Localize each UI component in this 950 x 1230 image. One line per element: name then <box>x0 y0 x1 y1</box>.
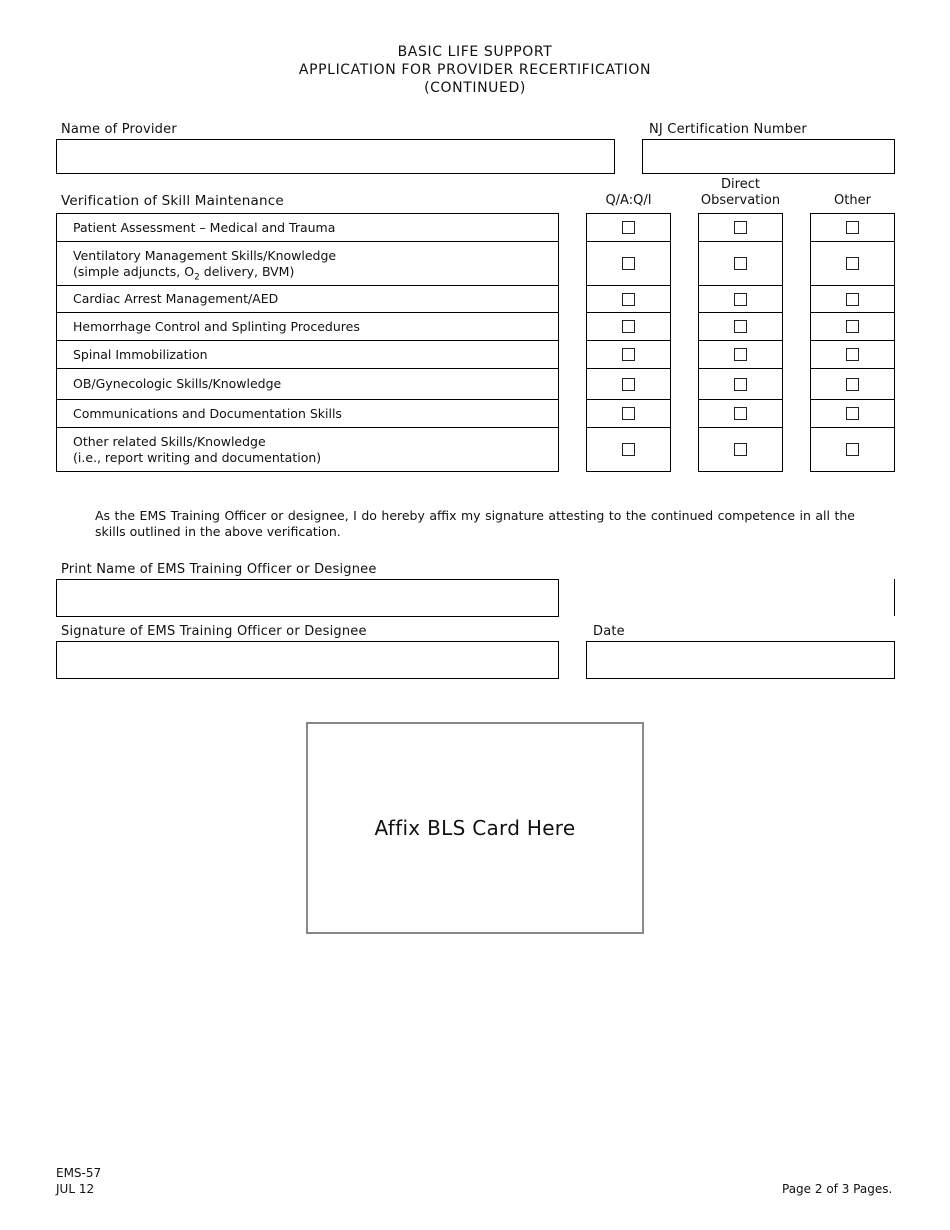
skill-row-other-related <box>56 427 559 472</box>
column-qa-header: Q/A:Q/I <box>605 193 652 208</box>
checkbox-cell-other <box>810 427 895 472</box>
skill-label: Patient Assessment – Medical and Trauma <box>73 219 336 235</box>
skill-label: OB/Gynecologic Skills/Knowledge <box>73 376 282 391</box>
checkbox-cell-direct-observation <box>698 340 783 369</box>
checkbox-direct-observation[interactable] <box>734 221 747 234</box>
print-name-label: Print Name of EMS Training Officer or Designee <box>61 562 377 577</box>
checkbox-direct-observation[interactable] <box>734 443 747 456</box>
checkbox-cell-other <box>810 340 895 369</box>
provider-name-field[interactable] <box>56 139 615 174</box>
checkbox-direct-observation[interactable] <box>734 348 747 361</box>
skill-row-communications <box>56 399 559 428</box>
checkbox-cell-qa <box>586 285 671 313</box>
form-revision: JUL 12 <box>56 1182 95 1196</box>
date-field[interactable] <box>586 641 895 679</box>
checkbox-other[interactable] <box>846 443 859 456</box>
column-other-header: Other <box>834 193 871 208</box>
checkbox-cell-qa <box>586 241 671 286</box>
checkbox-direct-observation[interactable] <box>734 407 747 420</box>
checkbox-cell-qa <box>586 213 671 242</box>
checkbox-cell-qa <box>586 368 671 400</box>
skill-label: Spinal Immobilization <box>73 346 208 362</box>
column-observation-header: Observation <box>700 193 781 208</box>
skill-sublabel: (i.e., report writing and documentation) <box>73 449 322 465</box>
checkbox-cell-direct-observation <box>698 368 783 400</box>
form-continued-note: (CONTINUED) <box>424 80 526 96</box>
checkbox-other[interactable] <box>846 293 859 306</box>
checkbox-cell-direct-observation <box>698 312 783 341</box>
page-number: Page 2 of 3 Pages. <box>782 1182 893 1196</box>
signature-label: Signature of EMS Training Officer or Designee <box>61 624 367 639</box>
checkbox-cell-other <box>810 241 895 286</box>
right-margin-divider <box>894 579 895 616</box>
checkbox-direct-observation[interactable] <box>734 293 747 306</box>
checkbox-cell-qa <box>586 399 671 428</box>
skill-row-ob-gyn <box>56 368 559 400</box>
bls-card-area[interactable] <box>306 722 644 934</box>
checkbox-cell-qa <box>586 340 671 369</box>
attestation-text: As the EMS Training Officer or designee, I do hereby affix my signature attesting to the continued competence in all the skills outlined in the above verification. <box>95 508 855 539</box>
checkbox-qa[interactable] <box>622 378 635 391</box>
checkbox-cell-qa <box>586 312 671 341</box>
checkbox-cell-direct-observation <box>698 427 783 472</box>
checkbox-other[interactable] <box>846 378 859 391</box>
skill-sublabel: (simple adjuncts, $O_2$ delivery, BVM) <box>73 263 295 282</box>
skill-row-cardiac-arrest <box>56 285 559 313</box>
skill-row-patient-assessment <box>56 213 559 242</box>
skill-row-ventilatory <box>56 241 559 286</box>
bls-card-label: Affix BLS Card Here <box>374 816 576 840</box>
checkbox-cell-other <box>810 213 895 242</box>
skill-label: Cardiac Arrest Management/AED <box>73 291 279 306</box>
checkbox-direct-observation[interactable] <box>734 257 747 270</box>
checkbox-cell-direct-observation <box>698 241 783 286</box>
column-direct-header: Direct <box>721 177 760 192</box>
checkbox-qa[interactable] <box>622 257 635 270</box>
checkbox-other[interactable] <box>846 407 859 420</box>
skills-heading: Verification of Skill Maintenance <box>61 193 284 209</box>
checkbox-qa[interactable] <box>622 320 635 333</box>
checkbox-direct-observation[interactable] <box>734 320 747 333</box>
form-id: EMS-57 <box>56 1166 102 1180</box>
provider-name-label: Name of Provider <box>61 122 177 137</box>
checkbox-qa[interactable] <box>622 221 635 234</box>
checkbox-cell-other <box>810 399 895 428</box>
date-label: Date <box>593 624 625 639</box>
skill-label: Communications and Documentation Skills <box>73 405 342 421</box>
checkbox-direct-observation[interactable] <box>734 378 747 391</box>
skill-label: Ventilatory Management Skills/Knowledge <box>73 247 337 263</box>
checkbox-qa[interactable] <box>622 443 635 456</box>
cert-number-field[interactable] <box>642 139 895 174</box>
checkbox-qa[interactable] <box>622 348 635 361</box>
form-subtitle: APPLICATION FOR PROVIDER RECERTIFICATION <box>298 62 652 78</box>
checkbox-other[interactable] <box>846 320 859 333</box>
skill-label: Other related Skills/Knowledge <box>73 433 266 449</box>
skill-row-spinal <box>56 340 559 369</box>
checkbox-cell-other <box>810 285 895 313</box>
print-name-field[interactable] <box>56 579 559 617</box>
checkbox-other[interactable] <box>846 221 859 234</box>
checkbox-qa[interactable] <box>622 293 635 306</box>
checkbox-qa[interactable] <box>622 407 635 420</box>
checkbox-other[interactable] <box>846 348 859 361</box>
checkbox-other[interactable] <box>846 257 859 270</box>
checkbox-cell-qa <box>586 427 671 472</box>
checkbox-cell-direct-observation <box>698 285 783 313</box>
checkbox-cell-other <box>810 368 895 400</box>
checkbox-cell-direct-observation <box>698 213 783 242</box>
checkbox-cell-direct-observation <box>698 399 783 428</box>
skill-row-hemorrhage <box>56 312 559 341</box>
signature-field[interactable] <box>56 641 559 679</box>
cert-number-label: NJ Certification Number <box>649 122 807 137</box>
form-title: BASIC LIFE SUPPORT <box>397 44 553 60</box>
skill-label: Hemorrhage Control and Splinting Procedures <box>73 318 360 334</box>
checkbox-cell-other <box>810 312 895 341</box>
